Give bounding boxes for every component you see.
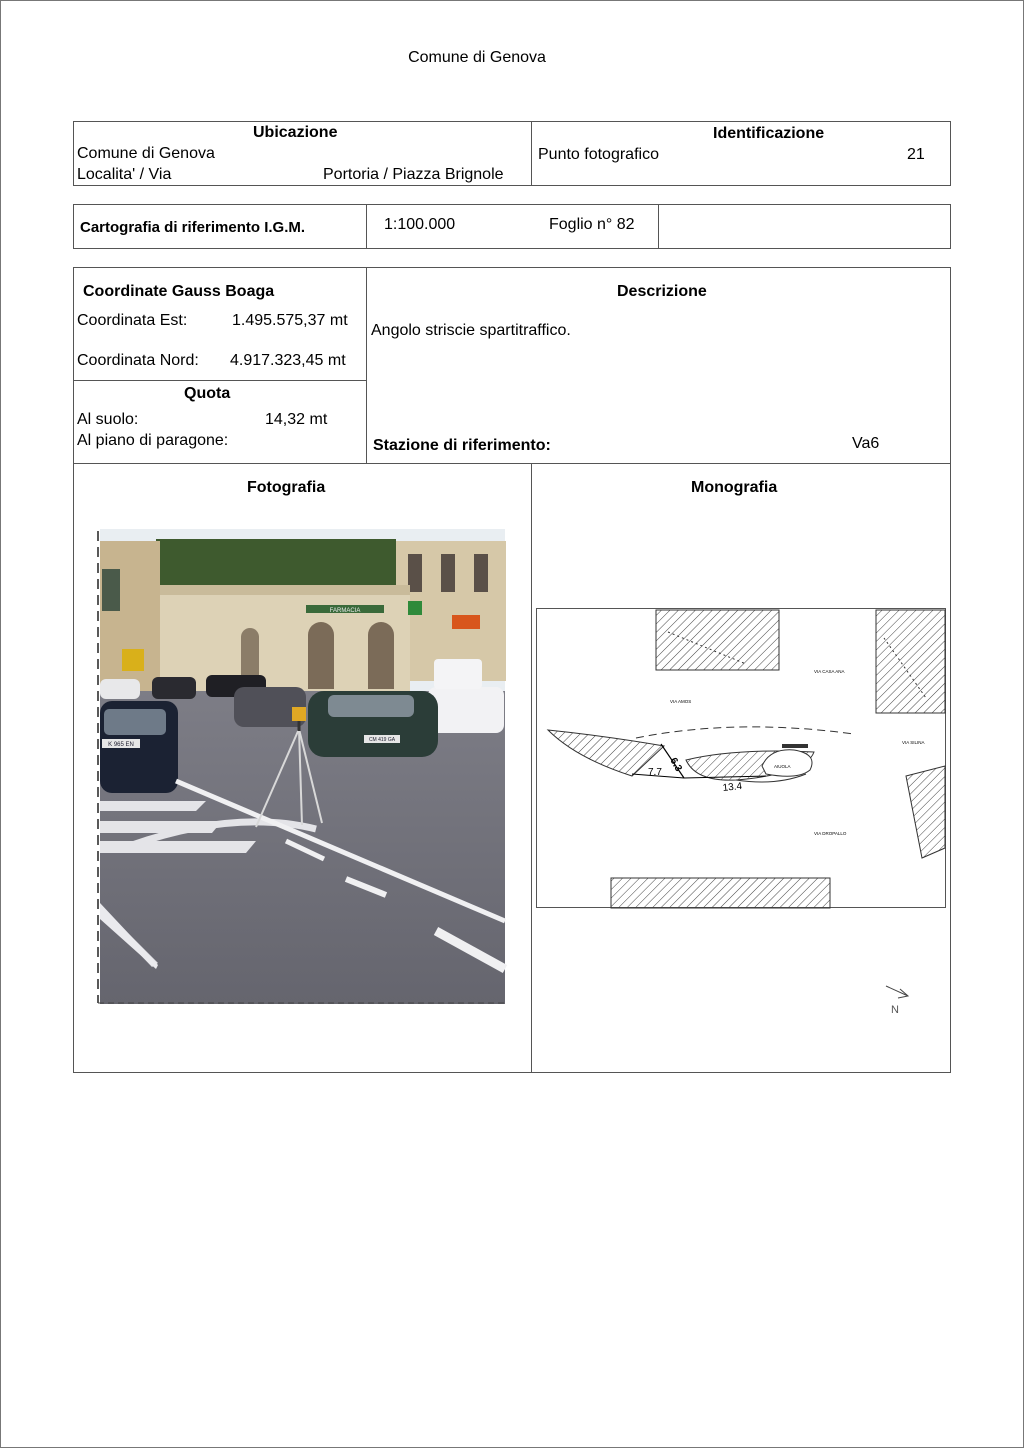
street-label: VIA AMOS <box>670 699 692 704</box>
divider <box>531 463 532 1073</box>
divider <box>73 380 366 381</box>
ubicazione-heading: Ubicazione <box>253 124 338 141</box>
localita-label: Localita' / Via <box>77 166 172 183</box>
coordinata-nord-label: Coordinata Nord: <box>77 352 199 369</box>
plate-center: CM 419 GA <box>368 737 396 743</box>
divider <box>658 204 659 249</box>
comune-label: Comune di Genova <box>77 145 215 162</box>
coordinata-est-value: 1.495.575,37 mt <box>232 312 348 329</box>
stazione-value: Va6 <box>852 435 880 452</box>
plate-left: K 965 EN <box>108 742 134 748</box>
building-block <box>611 878 830 908</box>
dimension-label: 7.7 <box>648 767 662 778</box>
street-label: VIA SILINA <box>902 740 925 745</box>
shop-sign: FARMACIA <box>329 608 361 614</box>
descrizione-text: Angolo striscie spartitraffico. <box>371 322 571 339</box>
divider <box>366 267 367 463</box>
street-label: VIA CASA ANA <box>814 669 845 674</box>
punto-fotografico-value: 21 <box>907 146 925 163</box>
al-suolo-value: 14,32 mt <box>265 411 328 428</box>
cartografia-label: Cartografia di riferimento I.G.M. <box>80 219 306 236</box>
building-block <box>876 610 945 713</box>
identificazione-heading: Identificazione <box>713 125 825 142</box>
fotografia-heading: Fotografia <box>247 479 326 496</box>
descrizione-heading: Descrizione <box>617 283 707 300</box>
stazione-label: Stazione di riferimento: <box>373 437 551 454</box>
monografia-heading: Monografia <box>691 479 778 496</box>
street-label: VIA DROPALLO <box>814 831 847 836</box>
building-block <box>656 610 779 670</box>
divider <box>531 121 532 186</box>
dimension-label: 6.3 <box>667 756 684 774</box>
page-title: Comune di Genova <box>408 49 546 66</box>
piano-paragone-label: Al piano di paragone: <box>77 432 229 449</box>
cartografia-scale: 1:100.000 <box>384 216 456 233</box>
punto-fotografico-label: Punto fotografico <box>538 146 659 163</box>
quota-heading: Quota <box>184 385 231 402</box>
al-suolo-label: Al suolo: <box>77 411 139 428</box>
localita-value: Portoria / Piazza Brignole <box>323 166 504 183</box>
divider <box>73 463 951 464</box>
divider <box>366 204 367 249</box>
aiuola-label: AIUOLA <box>774 764 791 769</box>
monografia-sketch <box>536 608 948 910</box>
coordinate-heading: Coordinate Gauss Boaga <box>83 283 275 300</box>
site-photograph <box>96 529 508 1006</box>
north-label: N <box>891 1004 899 1016</box>
dimension-label: 13.4 <box>722 781 743 794</box>
north-arrow-icon <box>880 980 920 1020</box>
coordinata-est-label: Coordinata Est: <box>77 312 188 329</box>
coordinata-nord-value: 4.917.323,45 mt <box>230 352 346 369</box>
foglio-number: Foglio n° 82 <box>549 216 635 233</box>
